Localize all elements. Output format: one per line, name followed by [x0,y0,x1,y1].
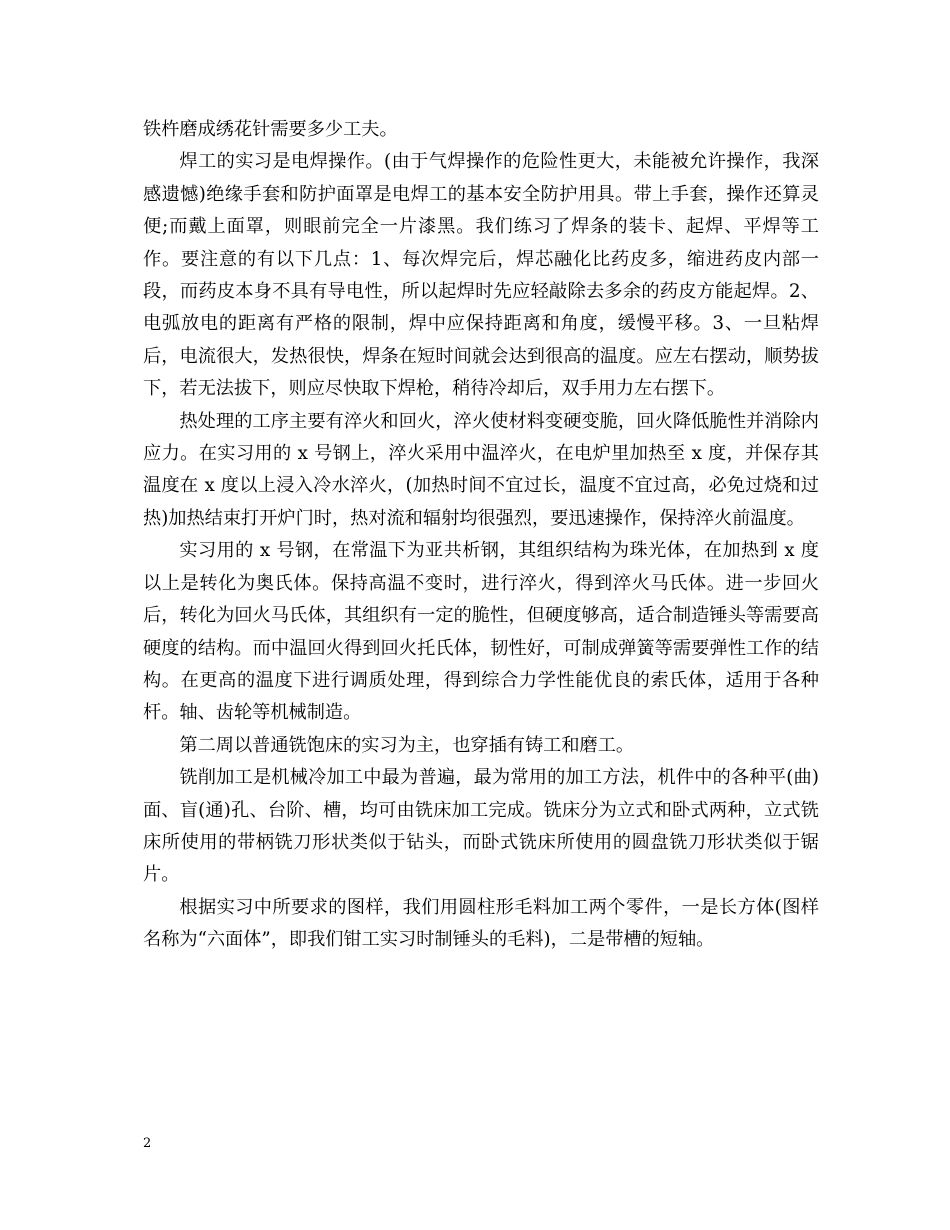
paragraph-second-week: 第二周以普通铣饱床的实习为主，也穿插有铸工和磨工。 [179,734,635,756]
paragraph-welding: 焊工的实习是电焊操作。(由于气焊操作的危险性更大，未能被允许操作，我深感遗憾)绝缘手套和防护面罩是电焊工的基本安全防护用具。带上手套，操作还算灵便;而戴上面罩，则眼前完全一片漆黑。我们练习了焊条的装卡、起焊、平焊等工作。要注意的有以下几点：1、每次焊完后，焊芯融化比药皮多，缩进药皮内部一段，而药皮本身不具有导电性，所以起焊时先应轻敲除去多余的药皮方能起焊。2、电弧放电的距离有严格的限制，焊中应保持距离和角度，缓慢平移。3、一旦粘焊后，电流很大，发热很快，焊条在短时间就会达到很高的温度。应左右摆动，顺势拔下，若无法拔下，则应尽快取下焊枪，稍待冷却后，双手用力左右摆下。 [143,151,819,400]
paragraph-parts: 根据实习中所要求的图样，我们用圆柱形毛料加工两个零件，一是长方体(图样名称为“六面体”，即我们钳工实习时制锤头的毛料)，二是带槽的短轴。 [143,896,819,951]
paragraph-steel-structure: 实习用的 x 号钢，在常温下为亚共析钢，其组织结构为珠光体，在加热到 x 度以上是转化为奥氏体。保持高温不变时，进行淬火，得到淬火马氏体。进一步回火后，转化为回火马氏体，其组织有一定的脆性，但硬度够高，适合制造锤头等需要高硬度的结构。而中温回火得到回火托氏体，韧性好，可制成弹簧等需要弹性工作的结构。在更高的温度下进行调质处理，得到综合力学性能优良的索氏体，适用于各种杆。轴、齿轮等机械制造。 [143,540,819,724]
paragraph-heat-treatment: 热处理的工序主要有淬火和回火，淬火使材料变硬变脆，回火降低脆性并消除内应力。在实习用的 x 号钢上，淬火采用中温淬火，在电炉里加热至 x 度，并保存其温度在 x 度以上浸入冷水淬火，(加热时间不宜过长，温度不宜过高，必免过烧和过热)加热结束打开炉门时，热对流和辐射均很强烈，要迅速操作，保持淬火前温度。 [143,410,819,529]
paragraph-milling: 铣削加工是机械冷加工中最为普遍，最为常用的加工方法，机件中的各种平(曲)面、盲(通)孔、台阶、槽，均可由铣床加工完成。铣床分为立式和卧式两种，立式铣床所使用的带柄铣刀形状类似于钻头，而卧式铣床所使用的圆盘铣刀形状类似于锯片。 [143,767,819,886]
page-number: 2 [143,1136,152,1151]
paragraph-continuation: 铁杵磨成绣花针需要多少工夫。 [143,119,398,140]
document-body [143,114,819,957]
